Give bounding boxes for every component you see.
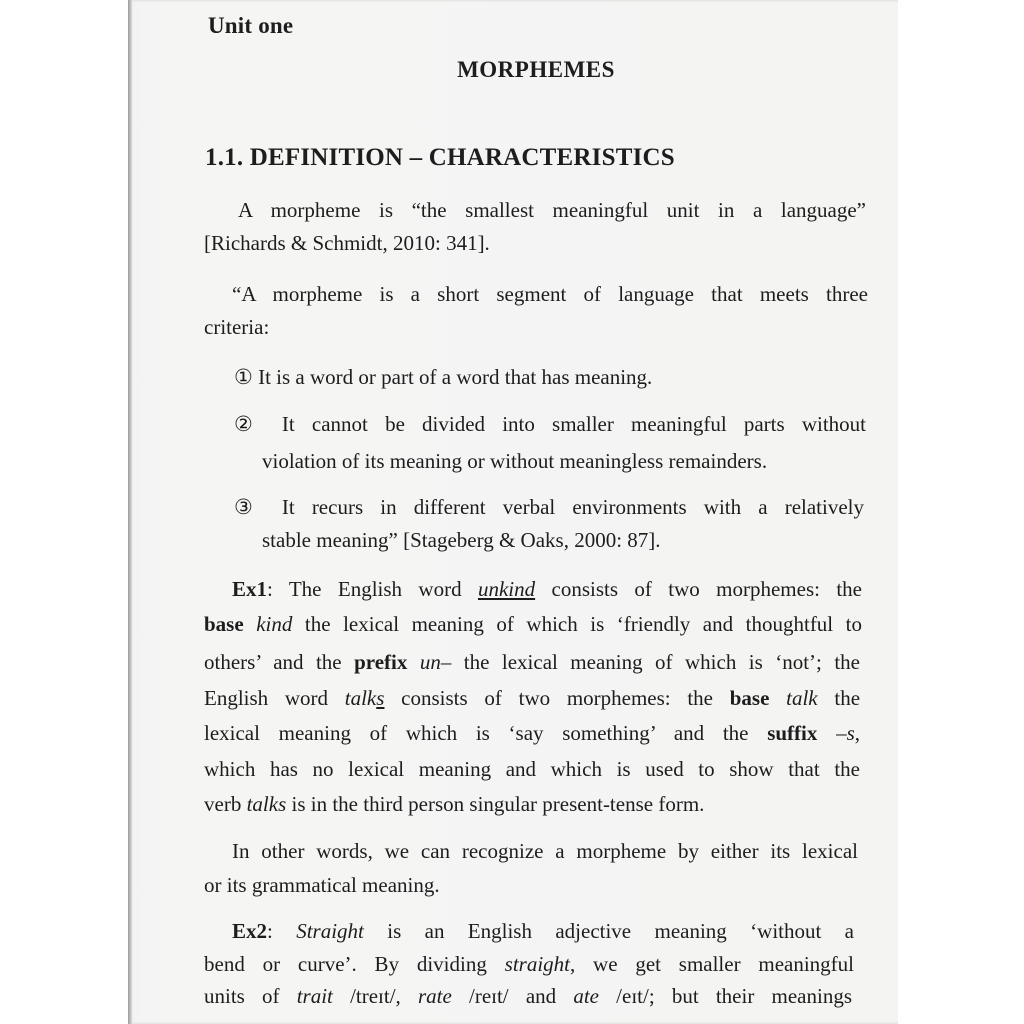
criterion-3-line2: stable meaning” [Stageberg & Oaks, 2000: 87].	[262, 528, 661, 552]
ex1-line3-b: the lexical meaning of which is ‘not’; the	[451, 650, 860, 674]
para1-line1	[238, 198, 866, 222]
ex2-line3-b: /treɪt/,	[332, 984, 418, 1008]
ex2-line3	[204, 984, 852, 1008]
para1-line1-text: A morpheme is “the smallest meaningful unit in a language”	[238, 198, 866, 222]
para3-line1-text: In other words, we can recognize a morpheme by either its lexical	[232, 839, 858, 863]
ex2-line3-d: /eɪt/; but their meanings	[598, 984, 852, 1008]
ex1-suffix-term: suffix	[767, 721, 818, 745]
ex1-un: un–	[419, 650, 452, 674]
ex1-line7	[204, 792, 704, 816]
ex2-rate: rate	[417, 984, 452, 1008]
ex1-base-term: base	[204, 612, 244, 636]
ex1-line3	[204, 650, 860, 674]
criterion-3-text: It recurs in different verbal environments with a relatively	[281, 495, 865, 519]
ex1-prefix-term: prefix	[354, 650, 408, 674]
para2-line2: criteria:	[204, 315, 270, 339]
ex2-line3-c: /reɪt/ and	[451, 984, 574, 1008]
unit-label: Unit one	[208, 13, 294, 38]
ex1-line2-rest: the lexical meaning of which is ‘friendly and thoughtful to	[292, 612, 863, 636]
ex2-straight: Straight	[296, 919, 364, 943]
ex2-ate: ate	[573, 984, 599, 1008]
ex1-line7-b: is in the third person singular present-tense form.	[286, 792, 705, 816]
para3-line1	[232, 839, 858, 863]
ex2-straight-2: straight	[504, 952, 571, 976]
criterion-3-line1	[234, 495, 864, 519]
para3-line2: or its grammatical meaning.	[204, 873, 440, 897]
criterion-1-text: It is a word or part of a word that has meaning.	[258, 365, 653, 389]
ex1-line4-a: English word	[204, 686, 345, 710]
ex2-line2-b: , we get smaller meaningful	[570, 952, 855, 976]
ex1-word-unkind: unkind	[477, 577, 536, 601]
criterion-1-marker: ①	[234, 365, 253, 389]
criterion-2-text: It cannot be divided into smaller meaningful parts without	[281, 412, 866, 436]
ex1-line1-b: consists of two morphemes: the	[535, 577, 862, 601]
para2-line1-text: “A morpheme is a short segment of language that meets three	[232, 282, 868, 306]
ex1-line1	[232, 577, 862, 601]
page-title: MORPHEMES	[457, 57, 615, 82]
ex1-label: Ex1	[232, 577, 268, 601]
page-binding-edge	[128, 0, 132, 1024]
ex2-line2-a: bend or curve’. By dividing	[204, 952, 505, 976]
ex2-line2	[204, 952, 854, 976]
ex1-line4-b: consists of two morphemes: the	[384, 686, 730, 710]
ex1-line5-a: lexical meaning of which is ‘say something’ and the	[204, 721, 768, 745]
ex1-s: –s	[836, 721, 855, 745]
ex1-talks: talks	[246, 792, 287, 816]
ex1-talk: talk	[344, 686, 377, 710]
criterion-2-line1	[234, 412, 866, 436]
ex2-label: Ex2	[232, 919, 268, 943]
ex1-line4-c: the	[817, 686, 861, 710]
ex1-kind: kind	[256, 612, 293, 636]
ex1-line5	[204, 721, 860, 745]
ex1-line3-a: others’ and the	[204, 650, 355, 674]
section-heading: 1.1. DEFINITION – CHARACTERISTICS	[205, 144, 675, 171]
ex2-line1-a: :	[267, 919, 297, 943]
ex1-line6	[204, 757, 860, 781]
ex1-line7-a: verb	[204, 792, 247, 816]
criterion-2-marker: ②	[234, 412, 265, 436]
criterion-3-marker: ③	[234, 495, 265, 519]
ex1-line2	[204, 612, 862, 636]
criterion-1	[234, 365, 652, 389]
ex2-line3-a: units of	[204, 984, 297, 1008]
ex1-line4	[204, 686, 860, 710]
para2-line1	[232, 282, 868, 306]
ex2-line1-b: is an English adjective meaning ‘without a	[363, 919, 854, 943]
book-page	[128, 0, 898, 1024]
ex2-line1	[232, 919, 854, 943]
ex1-talks-s: s	[376, 686, 385, 710]
para1-line2: [Richards & Schmidt, 2010: 341].	[204, 231, 490, 255]
criterion-2-line2: violation of its meaning or without meaningless remainders.	[262, 449, 768, 473]
ex2-trait: trait	[296, 984, 333, 1008]
ex1-line6-text: which has no lexical meaning and which is used to show that the	[204, 757, 860, 781]
ex1-line1-a: : The English word	[267, 577, 478, 601]
ex1-base-term-2: base	[729, 686, 770, 710]
ex1-talk-2: talk	[786, 686, 818, 710]
ex1-line5-b: ,	[854, 721, 860, 745]
